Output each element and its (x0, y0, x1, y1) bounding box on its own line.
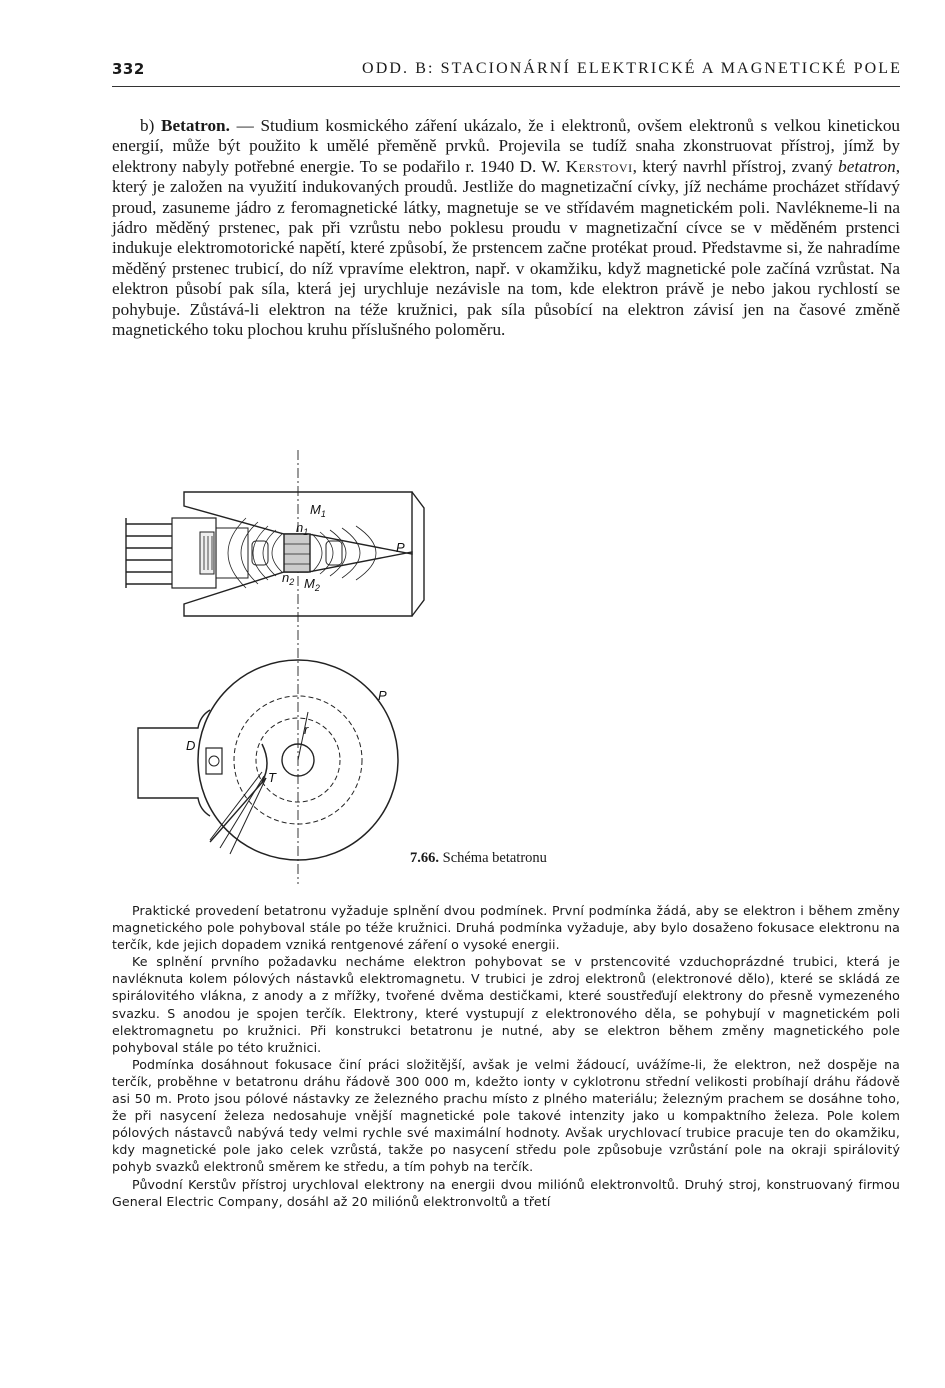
betatron-schematic (112, 448, 432, 888)
paragraph-text-2: , který navrhl přístroj, zvaný (632, 156, 839, 176)
small-print-section (112, 902, 900, 1210)
caption-text: Schéma betatronu (439, 850, 547, 866)
paragraph-text-1: — Studium kosmického záření ukázalo, že i elektronů, ovšem elektronů s velkou kinetickou energií, může být použito k umělé přeměně prvků. Projevila se tudíž snaha zkonstruovat přístroj, jímž by elektrony nabyly potřebné energie. To se podařilo r. 1940 D. W. (112, 116, 901, 176)
label-n1: $n_1$ (296, 520, 309, 537)
small-paragraph: Původní Kerstův přístroj urychloval elektrony na energii dvou miliónů elektronvoltů. Druhý stroj, konstruovaný firmou General Electric Company, dosáhl až 20 miliónů elektronvoltů a třetí (112, 1176, 900, 1209)
betatron-figure (112, 448, 432, 888)
label-r: r (304, 722, 309, 737)
author-name: Kerstovi (565, 156, 633, 176)
label-D: D (186, 738, 196, 753)
label-T: T (268, 770, 276, 785)
header-rule (112, 86, 900, 87)
caption-number: 7.66. (410, 850, 439, 866)
betatron-paragraph (112, 116, 900, 340)
label-P-bottom: P (378, 688, 387, 703)
target (262, 744, 267, 782)
small-paragraph: Ke splnění prvního požadavku necháme elektron pohybovat se v prstencovité vzduchoprázdné trubici, která je navléknuta kolem pólových nástavků elektromagnetu. V trubici je zdroj elektronů (elektronové dělo), které se skládá ze spirálovitého vlákna, z anody a z mřížky, tvořené dvěma destičkami, které soustřeďují elektrony do přesně vymezeného svazku. S anodou je spojen terčík. Elektrony, které vystupují z elektronového děla, se pohybují v magnetickém poli elektromagnetu po kružnici. Při konstrukci betatronu je nutné, aby se elektron během změny magnetického pole pohyboval stále po této kružnici. (112, 954, 900, 1055)
label-n2: $n_2$ (282, 570, 295, 587)
yoke-edge (412, 492, 424, 616)
figure-caption (410, 850, 547, 867)
section-heading: Betatron. (161, 116, 230, 135)
page-header (112, 60, 902, 86)
small-paragraph: Praktické provedení betatronu vyžaduje splnění dvou podmínek. První podmínka žádá, aby se elektron i během změny magnetického pole pohyboval stále po téže kružnici. Druhá podmínka vyžaduje, aby bylo dosaženo fokusace elektronu na terčík, kde jejich dopadem vzniká rentgenové záření o vysoké energii. (112, 903, 900, 953)
section-label: b) (140, 116, 155, 135)
label-M1: $M_1$ (310, 502, 326, 519)
small-paragraph: Podmínka dosáhnout fokusace činí práci složitější, avšak je velmi žádoucí, uvážíme-li, že elektron, než dospěje na terčík, proběhne v betatronu dráhu řádově 300 000 m, kdežto ionty v cyklotronu střední velikosti probíhají dráhu řádově asi 50 m. Proto jsou pólové nástavky ze železného prachu místo z plného materiálu; železným prachem se dosáhne toho, že při nasycení železa nedosahuje vnější magnetické pole takové intenzity jako u kompaktního železa. Pole kolem pólových nástavců nabývá tedy velmi rychle své maximální hodnoty. Avšak urychlovací trubice pracuje ten do okamžiku, kdy magnetické pole jako celek vzrůstá, takže po nasycení středu pole způsobuje vzrůstání pole na okraji spirálovitý pohyb svazků elektronů směrem ke středu, a tím pohyb na terčík. (112, 1056, 900, 1175)
term-betatron: betatron (838, 156, 896, 176)
running-title: ODD. B: STACIONÁRNÍ ELEKTRICKÉ A MAGNETICKÉ POLE (362, 60, 902, 77)
electron-gun (206, 748, 222, 774)
label-M2: $M_2$ (304, 576, 320, 593)
paragraph-text-3: , který je založen na využití indukovaných proudů. Jestliže do magnetizační cívky, jíž necháme procházet střídavý proud, zasuneme jádro z feromagnetické látky, magnetuje se ve střídavém magnetickém poli. Navlékneme-li na jádro měděný prstenec, pak při vzrůstu nebo poklesu proudu v magnetizační cívce se v měděném prstenci indukuje elektromotorické napětí, které způsobí, že prstencem začne protékat proud. Představme si, že nahradíme měděný prstenec trubicí, do níž vpravíme elektron, např. v okamžiku, když magnetické pole začíná vzrůstat. Na elektron působí pak síla, která jej urychluje nezávisle na tom, kde elektron právě je nebo jakou rychlostí se pohybuje. Zůstává-li elektron na téže kružnici, pak síla působící na elektron závisí jen na časové změně magnetického toku plochou kruhu příslušného poloměru. (112, 156, 900, 340)
gun-arm (138, 710, 210, 816)
betatron-section (112, 116, 900, 340)
central-core (284, 534, 310, 572)
label-P-top: P (396, 540, 405, 555)
page-number: 332 (112, 60, 145, 78)
